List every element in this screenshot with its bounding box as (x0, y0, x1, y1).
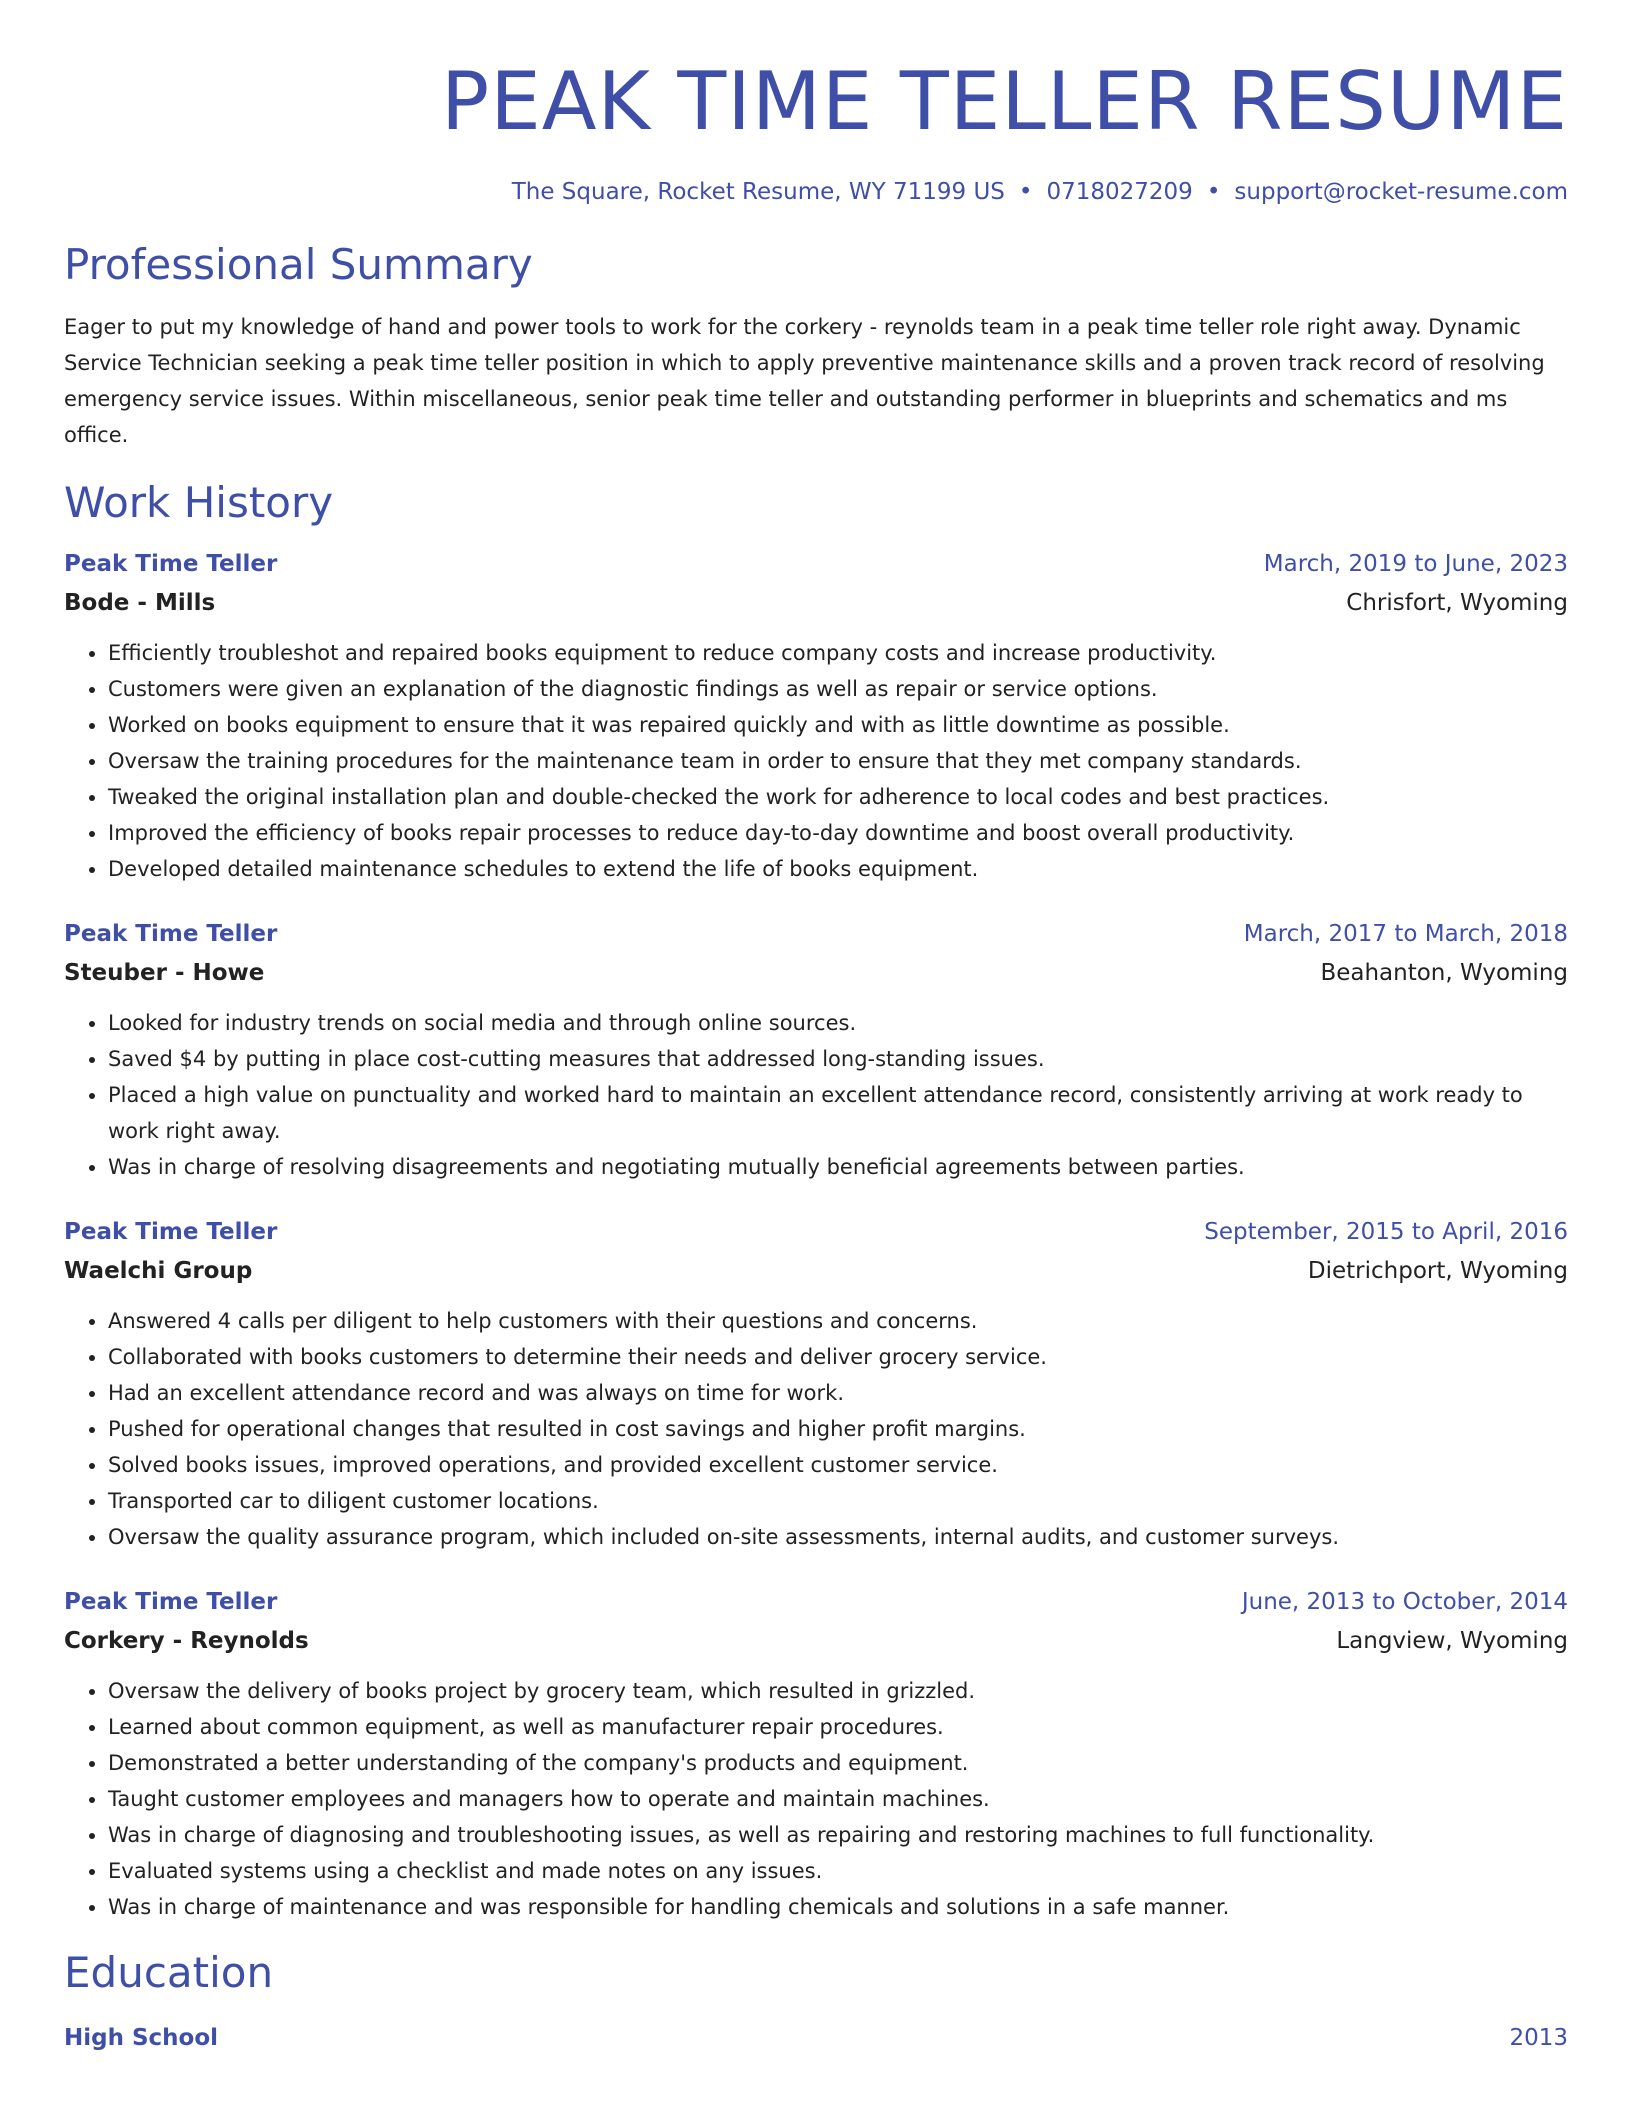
job-company: Steuber - Howe (64, 960, 265, 986)
contact-line (64, 177, 1568, 207)
education-year: 2013 (1509, 2025, 1568, 2051)
contact-separator: • (1206, 179, 1221, 205)
job-header-row (64, 1213, 1568, 1251)
job-dates: March, 2019 to June, 2023 (1263, 551, 1568, 577)
job-location: Chrisfort, Wyoming (1346, 590, 1568, 616)
job-bullet: • Placed a high value on punctuality and worked hard to maintain an excellent attendance record, consistently arriving at work ready to work right away. (108, 1077, 1568, 1149)
education-heading: Education (64, 1948, 274, 1997)
job-header-row (64, 545, 1568, 583)
job-company-row (64, 1621, 1568, 1661)
job-bullet: • Solved books issues, improved operations, and provided excellent customer service. (108, 1447, 1568, 1483)
job-title: Peak Time Teller (64, 1219, 278, 1245)
job-bullet: • Collaborated with books customers to determine their needs and deliver grocery service. (108, 1339, 1568, 1375)
job-bullet: • Learned about common equipment, as well as manufacturer repair procedures. (108, 1709, 1568, 1745)
job-bullet-list (64, 1303, 1568, 1555)
job-dates: March, 2017 to March, 2018 (1243, 921, 1568, 947)
job-dates: September, 2015 to April, 2016 (1204, 1219, 1568, 1245)
job-bullet: • Oversaw the training procedures for the maintenance team in order to ensure that they met company standards. (108, 743, 1568, 779)
job-bullet: • Worked on books equipment to ensure that it was repaired quickly and with as little downtime as possible. (108, 707, 1568, 743)
work-history-heading: Work History (64, 478, 334, 527)
job-bullet: • Tweaked the original installation plan and double-checked the work for adherence to local codes and best practices. (108, 779, 1568, 815)
job-bullet: • Improved the efficiency of books repair processes to reduce day-to-day downtime and boost overall productivity. (108, 815, 1568, 851)
job-location: Beahanton, Wyoming (1320, 960, 1568, 986)
job-location: Dietrichport, Wyoming (1307, 1258, 1568, 1284)
job-header-row (64, 1583, 1568, 1621)
job-bullet: • Customers were given an explanation of the diagnostic findings as well as repair or service options. (108, 671, 1568, 707)
education-degree: High School (64, 2025, 219, 2051)
job-bullet: • Oversaw the quality assurance program, which included on-site assessments, internal audits, and customer surveys. (108, 1519, 1568, 1555)
resume-title: PEAK TIME TELLER RESUME (440, 55, 1568, 148)
job-bullet: • Evaluated systems using a checklist and made notes on any issues. (108, 1853, 1568, 1889)
resume-page (64, 0, 1568, 2057)
job-bullet: • Was in charge of diagnosing and troubleshooting issues, as well as repairing and restoring machines to full functionality. (108, 1817, 1568, 1853)
job-bullet-list (64, 635, 1568, 887)
education-entry (64, 2019, 1568, 2057)
job-bullet: • Demonstrated a better understanding of the company's products and equipment. (108, 1745, 1568, 1781)
job-bullet: • Was in charge of maintenance and was responsible for handling chemicals and solutions in a safe manner. (108, 1889, 1568, 1925)
job-company-row (64, 583, 1568, 623)
job-entry (64, 1583, 1568, 1925)
summary-heading: Professional Summary (64, 240, 533, 289)
job-bullet: • Saved $4 by putting in place cost-cutting measures that addressed long-standing issues. (108, 1041, 1568, 1077)
job-bullet: • Taught customer employees and managers how to operate and maintain machines. (108, 1781, 1568, 1817)
job-entry (64, 1213, 1568, 1555)
job-entry (64, 545, 1568, 887)
job-company: Bode - Mills (64, 590, 216, 616)
job-company: Waelchi Group (64, 1258, 253, 1284)
job-dates: June, 2013 to October, 2014 (1241, 1589, 1568, 1615)
job-title: Peak Time Teller (64, 1589, 278, 1615)
job-bullet: • Answered 4 calls per diligent to help customers with their questions and concerns. (108, 1303, 1568, 1339)
job-header-row (64, 915, 1568, 953)
job-bullet: • Transported car to diligent customer locations. (108, 1483, 1568, 1519)
contact-separator: • (1018, 179, 1033, 205)
contact-phone: 0718027209 (1046, 179, 1193, 205)
job-entry (64, 915, 1568, 1185)
job-bullet: • Pushed for operational changes that resulted in cost savings and higher profit margins. (108, 1411, 1568, 1447)
job-bullet: • Was in charge of resolving disagreements and negotiating mutually beneficial agreements between parties. (108, 1149, 1568, 1185)
job-bullet: • Looked for industry trends on social media and through online sources. (108, 1005, 1568, 1041)
job-title: Peak Time Teller (64, 551, 278, 577)
contact-email: support@rocket-resume.com (1234, 179, 1568, 205)
job-company: Corkery - Reynolds (64, 1628, 309, 1654)
job-bullet-list (64, 1673, 1568, 1925)
contact-address: The Square, Rocket Resume, WY 71199 US (511, 179, 1005, 205)
summary-text: Eager to put my knowledge of hand and power tools to work for the corkery - reynolds team in a peak time teller role right away. Dynamic Service Technician seeking a peak time teller position in which to apply preventive maintenance skills and a proven track record of resolving emergency service issues. Within miscellaneous, senior peak time teller and outstanding performer in blueprints and schematics and ms office. (64, 315, 1545, 447)
job-bullet: • Efficiently troubleshot and repaired books equipment to reduce company costs and increase productivity. (108, 635, 1568, 671)
job-bullet: • Had an excellent attendance record and was always on time for work. (108, 1375, 1568, 1411)
job-bullet: • Oversaw the delivery of books project by grocery team, which resulted in grizzled. (108, 1673, 1568, 1709)
job-company-row (64, 1251, 1568, 1291)
job-company-row (64, 953, 1568, 993)
work-history-list (64, 545, 1568, 1925)
job-bullet: • Developed detailed maintenance schedules to extend the life of books equipment. (108, 851, 1568, 887)
job-title: Peak Time Teller (64, 921, 278, 947)
job-bullet-list (64, 1005, 1568, 1185)
job-location: Langview, Wyoming (1336, 1628, 1568, 1654)
